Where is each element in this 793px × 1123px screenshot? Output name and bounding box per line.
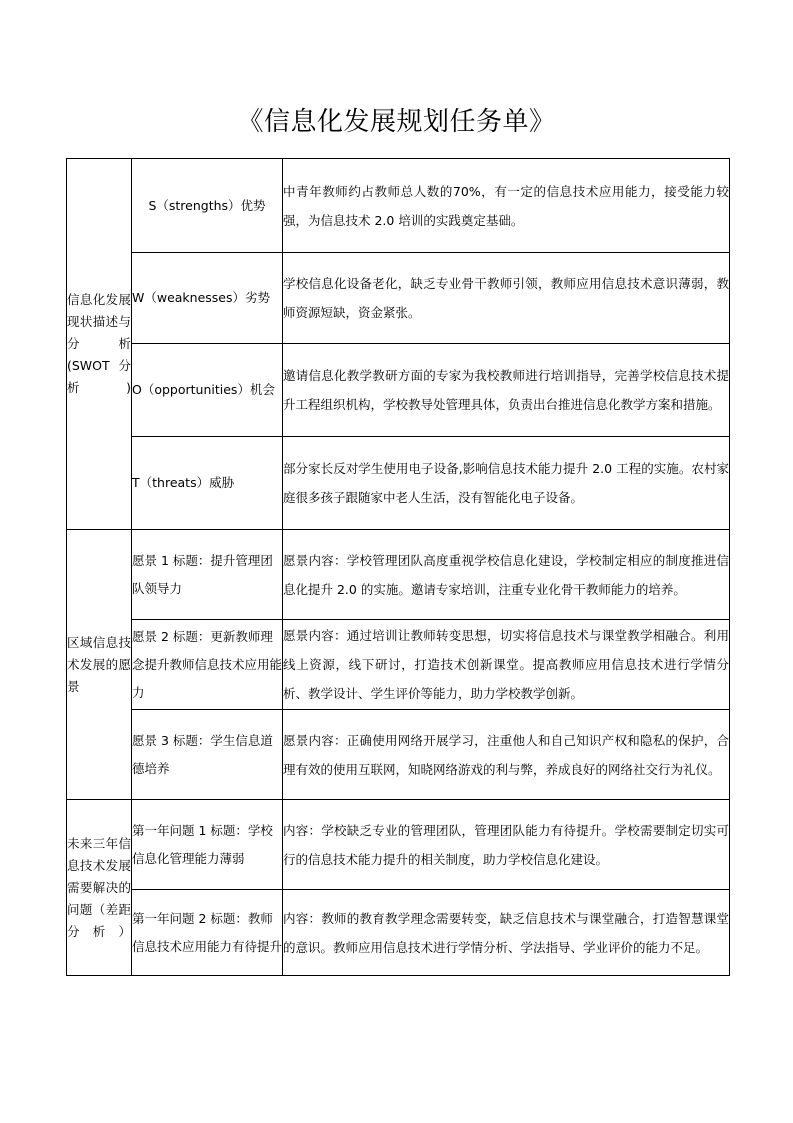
table-row — [67, 437, 730, 530]
table-row — [67, 253, 730, 344]
table-row — [67, 710, 730, 800]
table-row — [67, 890, 730, 976]
table-row — [67, 344, 730, 437]
swot-label-weaknesses: W（weaknesses）劣势 — [132, 253, 283, 344]
table-row — [67, 800, 730, 890]
section-label-vision: 区域信息技术发展的愿景 — [67, 530, 132, 800]
gap-label-2: 第一年问题 2 标题：教师信息技术应用能力有待提升 — [132, 890, 283, 976]
table-row — [67, 159, 730, 253]
gap-content-2: 内容：教师的教育教学理念需要转变，缺乏信息技术与课堂融合，打造智慧课堂的意识。教师应用信息技术进行学情分析、学法指导、学业评价的能力不足。 — [283, 890, 730, 976]
document-title: 《信息化发展规划任务单》 — [237, 107, 556, 137]
swot-label-strengths: S（strengths）优势 — [132, 159, 283, 253]
section-label-gap: 未来三年信息技术发展需要解决的问题（差距分析） — [67, 800, 132, 976]
vision-content-2: 愿景内容：通过培训让教师转变思想，切实将信息技术与课堂教学相融合。利用线上资源，线下研讨，打造技术创新课堂。提高教师应用信息技术进行学情分析、教学设计、学生评价等能力，助力学校教学创新。 — [283, 620, 730, 710]
swot-label-opportunities: O（opportunities）机会 — [132, 344, 283, 437]
table-row — [67, 530, 730, 620]
swot-content-threats: 部分家长反对学生使用电子设备,影响信息技术能力提升 2.0 工程的实施。农村家庭很多孩子跟随家中老人生活，没有智能化电子设备。 — [283, 437, 730, 530]
section-label-swot: 信息化发展现状描述与分析(SWOT分析) — [67, 159, 132, 530]
table-row — [67, 620, 730, 710]
vision-content-1: 愿景内容：学校管理团队高度重视学校信息化建设，学校制定相应的制度推进信息化提升 2.0 的实施。邀请专家培训，注重专业化骨干教师能力的培养。 — [283, 530, 730, 620]
swot-content-weaknesses: 学校信息化设备老化，缺乏专业骨干教师引领，教师应用信息技术意识薄弱，教师资源短缺，资金紧张。 — [283, 253, 730, 344]
gap-content-1: 内容：学校缺乏专业的管理团队，管理团队能力有待提升。学校需要制定切实可行的信息技术能力提升的相关制度，助力学校信息化建设。 — [283, 800, 730, 890]
planning-task-table — [66, 158, 730, 976]
swot-content-opportunities: 邀请信息化教学教研方面的专家为我校教师进行培训指导，完善学校信息技术提升工程组织机构，学校教导处管理具体，负责出台推进信息化教学方案和措施。 — [283, 344, 730, 437]
vision-label-1: 愿景 1 标题：提升管理团队领导力 — [132, 530, 283, 620]
swot-content-strengths: 中青年教师约占教师总人数的70%，有一定的信息技术应用能力，接受能力较强，为信息技术 2.0 培训的实践奠定基础。 — [283, 159, 730, 253]
vision-label-3: 愿景 3 标题：学生信息道德培养 — [132, 710, 283, 800]
swot-label-threats: T（threats）威胁 — [132, 437, 283, 530]
gap-label-1: 第一年问题 1 标题：学校信息化管理能力薄弱 — [132, 800, 283, 890]
vision-label-2: 愿景 2 标题：更新教师理念提升教师信息技术应用能力 — [132, 620, 283, 710]
vision-content-3: 愿景内容：正确使用网络开展学习，注重他人和自己知识产权和隐私的保护，合理有效的使用互联网，知晓网络游戏的利与弊，养成良好的网络社交行为礼仪。 — [283, 710, 730, 800]
